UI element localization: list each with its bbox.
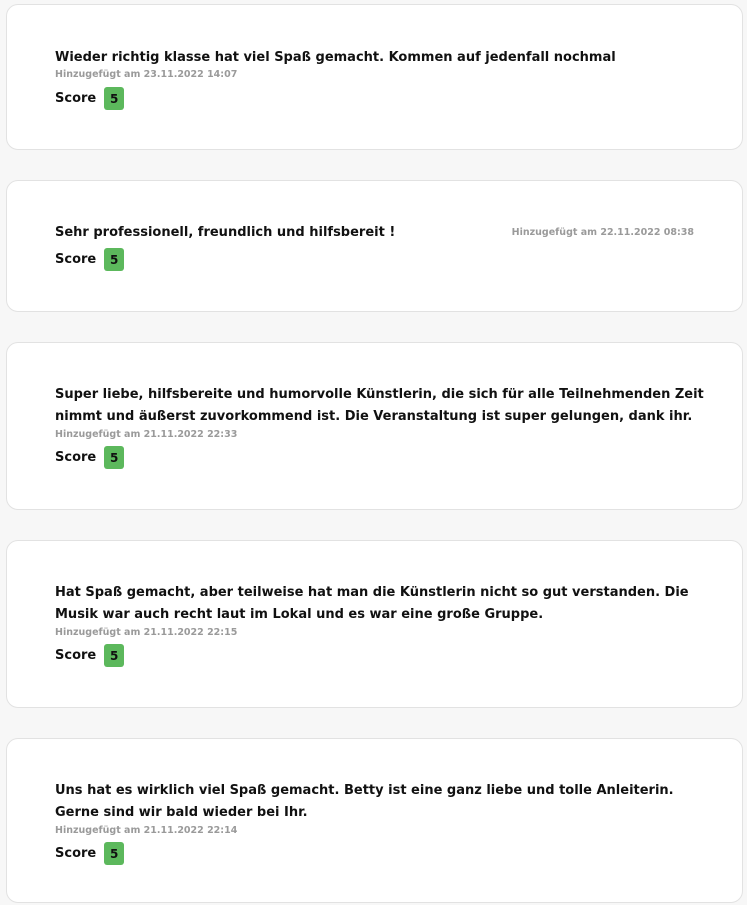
review-card xyxy=(6,540,743,708)
score-row xyxy=(55,644,124,667)
score-label: Score xyxy=(55,648,97,663)
score-label: Score xyxy=(55,450,97,465)
score-badge: 5 xyxy=(104,644,124,667)
review-date: Hinzugefügt am 21.11.2022 22:33 xyxy=(55,429,238,440)
review-date: Hinzugefügt am 23.11.2022 14:07 xyxy=(55,69,238,80)
score-row xyxy=(55,248,124,271)
score-label: Score xyxy=(55,846,97,861)
score-label: Score xyxy=(55,252,97,267)
score-row xyxy=(55,842,124,865)
score-row xyxy=(55,446,124,469)
score-badge: 5 xyxy=(104,87,124,110)
review-date: Hinzugefügt am 21.11.2022 22:14 xyxy=(55,825,238,836)
review-text: Super liebe, hilfsbereite und humorvolle Künstlerin, die sich für alle Teilnehmenden Zeit nimmt und äußerst zuvorkommend ist. Die Veranstaltung ist super gelungen, dank ihr. xyxy=(55,387,704,424)
score-badge: 5 xyxy=(104,842,124,865)
score-row xyxy=(55,87,124,110)
review-text: Sehr professionell, freundlich und hilfsbereit ! xyxy=(55,225,396,240)
review-date: Hinzugefügt am 22.11.2022 08:38 xyxy=(511,227,694,238)
review-text: Wieder richtig klasse hat viel Spaß gemacht. Kommen auf jedenfall nochmal xyxy=(55,50,616,65)
score-badge: 5 xyxy=(104,446,124,469)
review-card xyxy=(6,342,743,510)
review-card xyxy=(6,180,743,312)
review-date: Hinzugefügt am 21.11.2022 22:15 xyxy=(55,627,238,638)
score-label: Score xyxy=(55,91,97,106)
review-text: Hat Spaß gemacht, aber teilweise hat man die Künstlerin nicht so gut verstanden. Die Musik war auch recht laut im Lokal und es war eine große Gruppe. xyxy=(55,585,689,622)
score-badge: 5 xyxy=(104,248,124,271)
review-card xyxy=(6,738,743,903)
review-text: Uns hat es wirklich viel Spaß gemacht. Betty ist eine ganz liebe und tolle Anleiterin. Gerne sind wir bald wieder bei Ihr. xyxy=(55,783,674,820)
review-card xyxy=(6,4,743,150)
